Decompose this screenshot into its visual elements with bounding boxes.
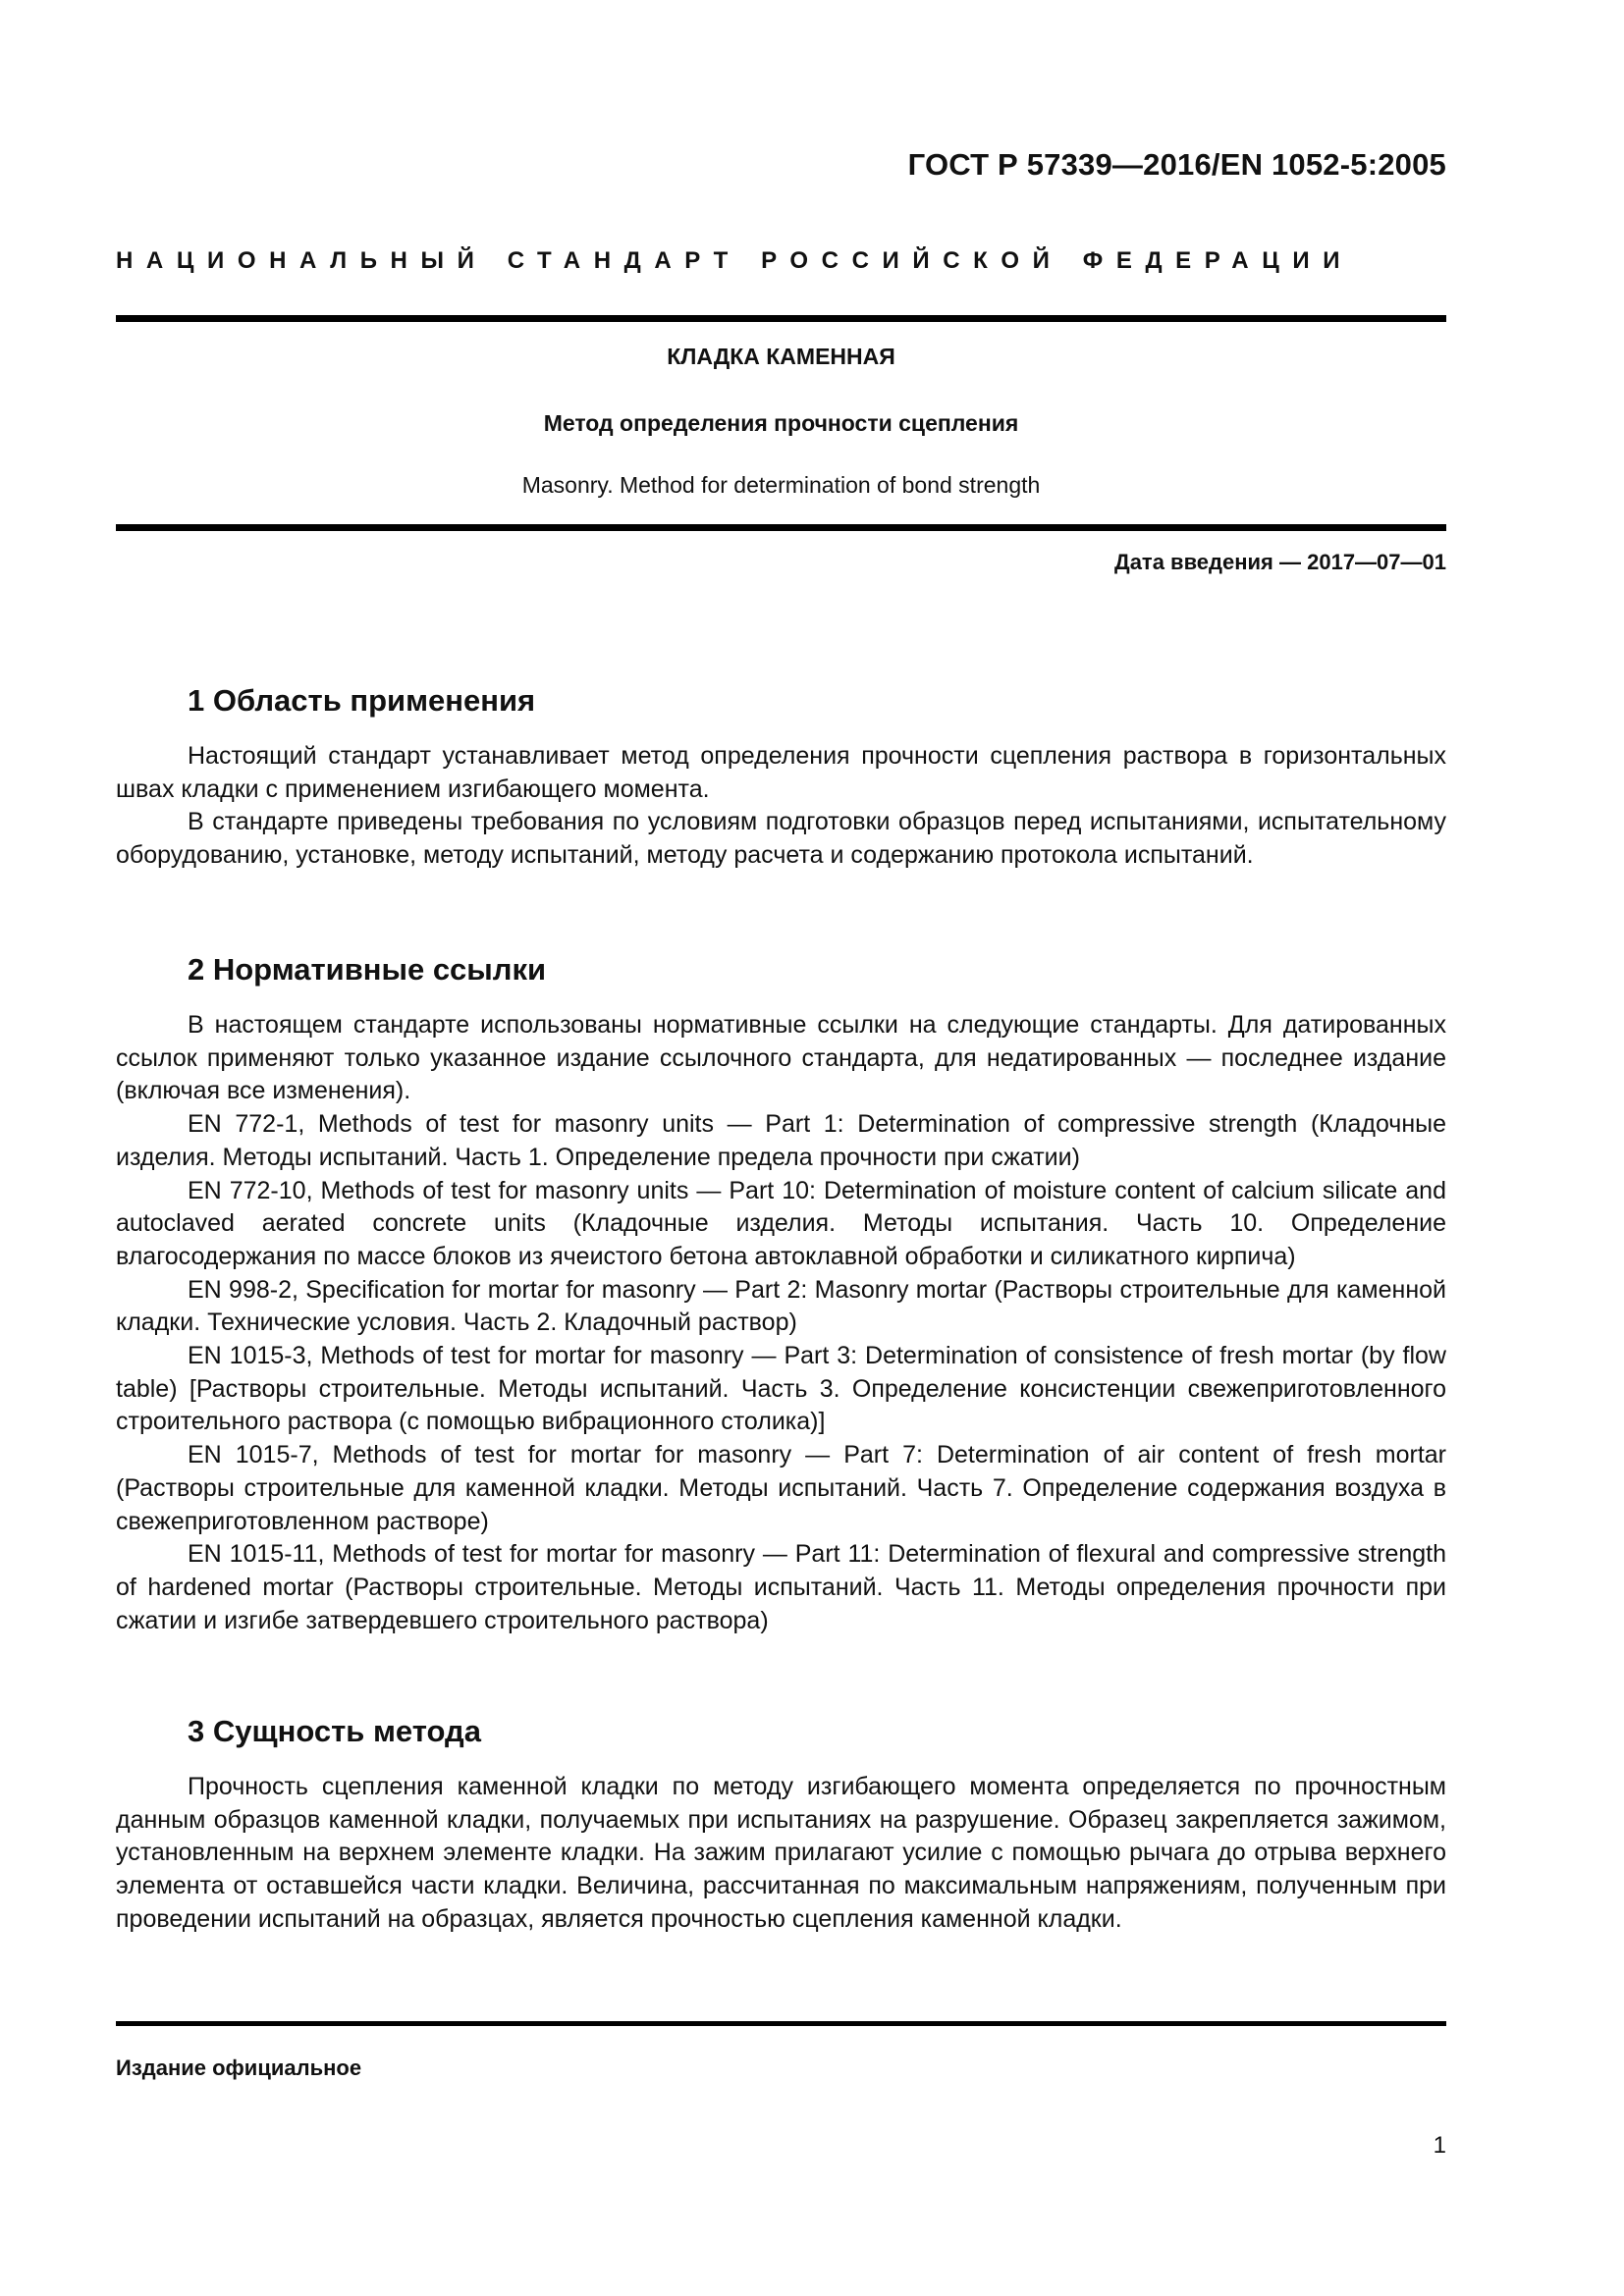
top-rule bbox=[116, 315, 1446, 322]
reference-item: EN 772-10, Methods of test for masonry units — Part 10: Determination of moisture content of calcium silicate and autoclaved aerated concrete units (Кладочные изделия. Методы испытания. Часть 10. Определение влагосодержания по массе блоков из ячеистого бетона автоклавной обработки и силикатного кирпича) bbox=[116, 1176, 1446, 1270]
paragraph: Настоящий стандарт устанавливает метод определения прочности сцепления раствора в горизонтальных швах кладки с применением изгибающего момента. bbox=[116, 742, 1446, 803]
page-number: 1 bbox=[1433, 2132, 1446, 2159]
official-edition-label: Издание официальное bbox=[116, 2056, 362, 2080]
paragraph: В стандарте приведены требования по условиям подготовки образцов перед испытаниями, испытательному оборудованию, установке, методу испытаний, методу расчета и содержанию протокола испытаний. bbox=[116, 808, 1446, 870]
section-heading: 2 Нормативные ссылки bbox=[188, 952, 547, 987]
document-code: ГОСТ Р 57339—2016/EN 1052-5:2005 bbox=[907, 147, 1446, 182]
document-subtitle: Метод определения прочности сцепления bbox=[543, 410, 1019, 436]
reference-item: EN 1015-3, Methods of test for mortar for masonry — Part 3: Determination of consistence of fresh mortar (by flow table) [Растворы строительные. Методы испытаний. Часть 3. Определение консистенции свежеприготовленного строительного раствора (с помощью вибрационного столика)] bbox=[116, 1342, 1446, 1436]
paragraph: В настоящем стандарте использованы нормативные ссылки на следующие стандарты. Для датированных ссылок применяют только указанное издание ссылочного стандарта, для недатированных — последнее издание (включая все изменения). bbox=[116, 1011, 1446, 1105]
document-page bbox=[116, 0, 1446, 2296]
section-method-essence bbox=[116, 1712, 1446, 1937]
introduction-date: Дата введения — 2017—07—01 bbox=[1114, 550, 1446, 574]
section-heading: 3 Сущность метода bbox=[188, 1714, 481, 1748]
national-standard-banner: НАЦИОНАЛЬНЫЙ СТАНДАРТ РОССИЙСКОЙ ФЕДЕРАЦИИ bbox=[116, 247, 1354, 274]
section-normative-references bbox=[116, 950, 1446, 1637]
footer-rule bbox=[116, 2021, 1446, 2026]
english-title: Masonry. Method for determination of bond strength bbox=[521, 472, 1041, 498]
reference-item: EN 1015-11, Methods of test for mortar for masonry — Part 11: Determination of flexural and compressive strength of hardened mortar (Растворы строительные. Методы испытаний. Часть 11. Методы определения прочности при сжатии и изгибе затвердевшего строительного раствора) bbox=[116, 1540, 1446, 1634]
reference-item: EN 998-2, Specification for mortar for masonry — Part 2: Masonry mortar (Растворы строительные для каменной кладки. Технические условия. Часть 2. Кладочный раствор) bbox=[116, 1275, 1446, 1337]
reference-item: EN 1015-7, Methods of test for mortar for masonry — Part 7: Determination of air content of fresh mortar (Растворы строительные для каменной кладки. Методы испытаний. Часть 7. Определение содержания воздуха в свежеприготовленном растворе) bbox=[116, 1441, 1446, 1535]
section-heading: 1 Область применения bbox=[188, 683, 536, 718]
title-bottom-rule bbox=[116, 524, 1446, 531]
reference-item: EN 772-1, Methods of test for masonry units — Part 1: Determination of compressive strength (Кладочные изделия. Методы испытаний. Часть 1. Определение предела прочности при сжатии) bbox=[116, 1110, 1446, 1171]
document-title: КЛАДКА КАМЕННАЯ bbox=[667, 344, 895, 369]
paragraph: Прочность сцепления каменной кладки по методу изгибающего момента определяется по прочностным данным образцов каменной кладки, получаемых при испытаниях на разрушение. Образец закрепляется зажимом, установленным на верхнем элементе кладки. На зажим прилагают усилие с помощью рычага до отрыва верхнего элемента от оставшейся части кладки. Величина, рассчитанная по максимальным напряжениям, полученным при проведении испытаний на образцах, является прочностью сцепления каменной кладки. bbox=[116, 1773, 1446, 1933]
section-scope bbox=[116, 681, 1446, 873]
